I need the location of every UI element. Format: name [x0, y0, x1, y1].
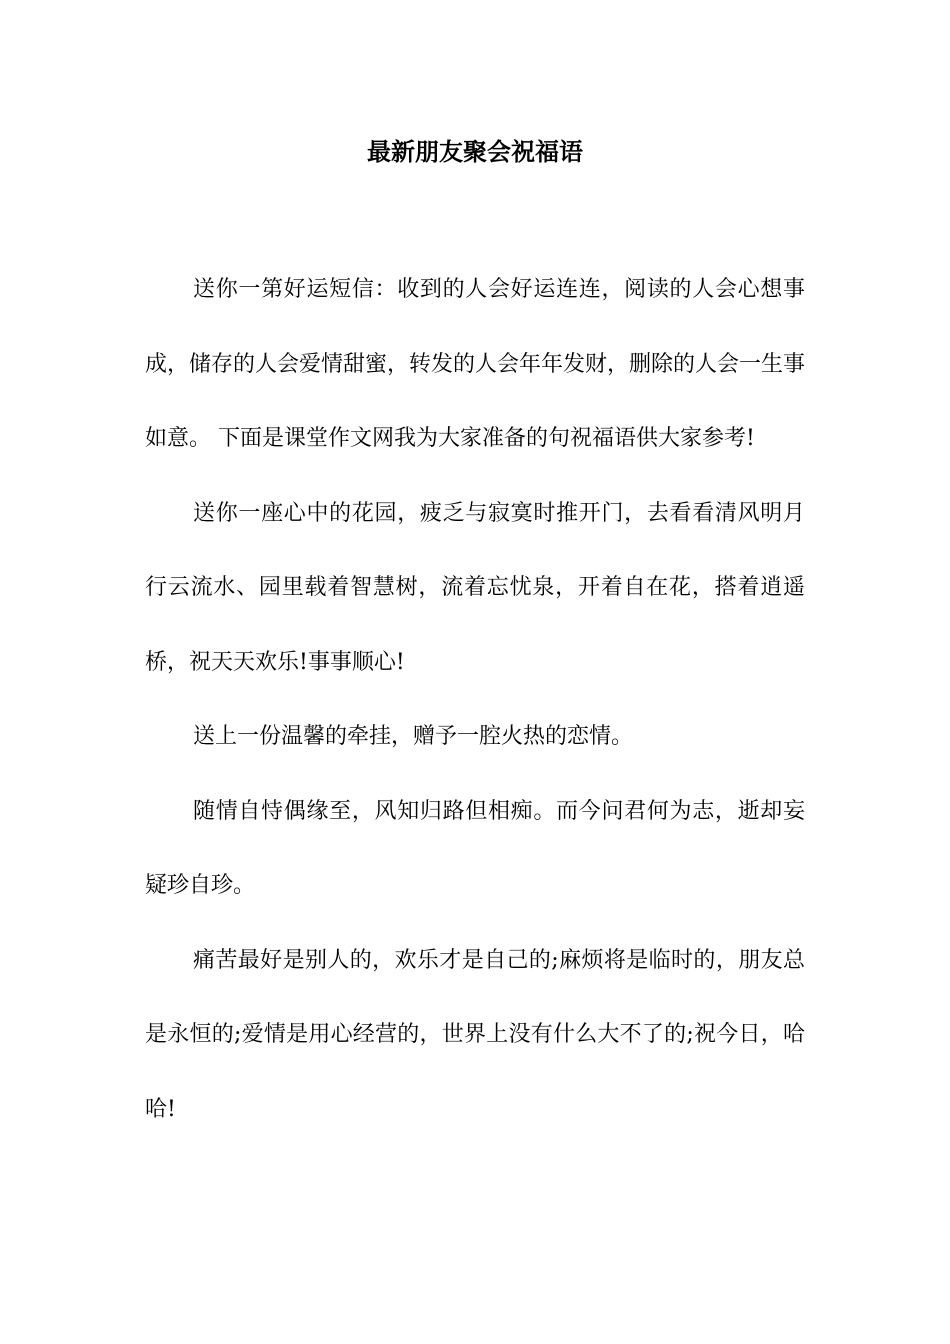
paragraph-1: 送你一第好运短信：收到的人会好运连连，阅读的人会心想事成，储存的人会爱情甜蜜，转发的人会年年发财，删除的人会一生事如意。 下面是课堂作文网我为大家准备的句祝福语供大家参考! [145, 277, 806, 451]
document-body [145, 253, 805, 1147]
paragraph-2: 送你一座心中的花园，疲乏与寂寞时推开门，去看看清风明月行云流水、园里载着智慧树，流着忘忧泉，开着自在花，搭着逍遥桥，祝天天欢乐!事事顺心! [145, 500, 805, 675]
paragraph-4: 随情自恃偶缘至，风知归路但相痴。而今问君何为志，逝却妄疑珍自珍。 [145, 798, 805, 898]
paragraph-5: 痛苦最好是别人的，欢乐才是自己的;麻烦将是临时的，朋友总是永恒的;爱情是用心经营的，世界上没有什么大不了的;祝今日，哈哈! [145, 947, 805, 1122]
document-title: 最新朋友聚会祝福语 [367, 137, 583, 166]
paragraph-3: 送上一份温馨的牵挂，赠予一腔火热的恋情。 [193, 724, 634, 749]
